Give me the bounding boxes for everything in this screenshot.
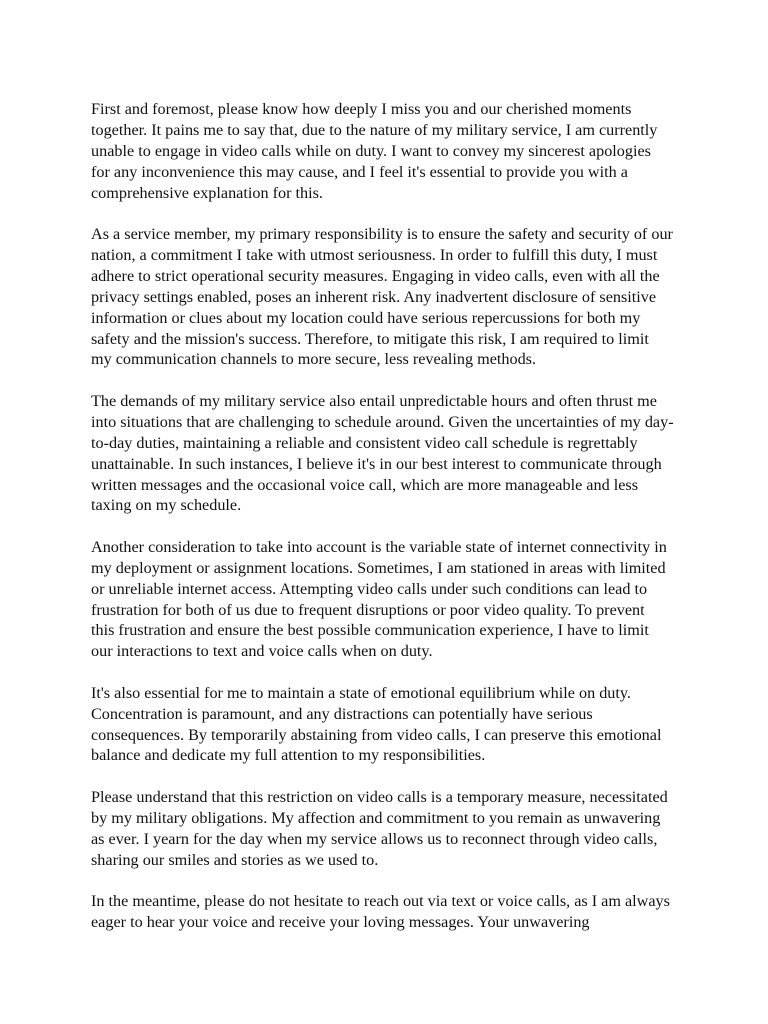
text-line: comprehensive explanation for this. bbox=[91, 183, 323, 202]
paragraph-2 bbox=[91, 224, 691, 370]
text-line: The demands of my military service also entail unpredictable hours and often thrust me bbox=[91, 391, 657, 410]
text-line: for any inconvenience this may cause, and I feel it's essential to provide you with a bbox=[91, 162, 628, 181]
paragraph-3 bbox=[91, 391, 691, 516]
text-line: privacy settings enabled, poses an inherent risk. Any inadvertent disclosure of sensitive bbox=[91, 287, 657, 306]
text-line: In the meantime, please do not hesitate to reach out via text or voice calls, as I am always bbox=[91, 892, 670, 910]
text-line: information or clues about my location could have serious repercussions for both my bbox=[91, 308, 641, 327]
text-line: adhere to strict operational security measures. Engaging in video calls, even with all the bbox=[91, 266, 660, 285]
text-line: my deployment or assignment locations. Sometimes, I am stationed in areas with limited bbox=[91, 558, 666, 577]
text-line: Another consideration to take into account is the variable state of internet connectivity in bbox=[91, 537, 667, 556]
paragraph-4 bbox=[91, 537, 691, 662]
text-line: by my military obligations. My affection and commitment to you remain as unwavering bbox=[91, 808, 661, 827]
text-line: Concentration is paramount, and any distractions can potentially have serious bbox=[91, 704, 593, 723]
text-line: consequences. By temporarily abstaining from video calls, I can preserve this emotional bbox=[91, 725, 662, 744]
text-line: First and foremost, please know how deeply I miss you and our cherished moments bbox=[91, 100, 632, 118]
text-line: my communication channels to more secure, less revealing methods. bbox=[91, 350, 537, 369]
text-line: our interactions to text and voice calls when on duty. bbox=[91, 642, 433, 661]
text-line: It's also essential for me to maintain a state of emotional equilibrium while on duty. bbox=[91, 683, 631, 702]
text-line: taxing on my schedule. bbox=[91, 496, 242, 515]
text-line: unattainable. In such instances, I believe it's in our best interest to communicate through bbox=[91, 454, 662, 473]
text-line: nation, a commitment I take with utmost seriousness. In order to fulfill this duty, I must bbox=[91, 245, 658, 264]
text-line: eager to hear your voice and receive your loving messages. Your unwavering bbox=[91, 912, 590, 931]
text-line: balance and dedicate my full attention to my responsibilities. bbox=[91, 746, 486, 765]
text-line: this frustration and ensure the best possible communication experience, I have to limit bbox=[91, 621, 649, 640]
text-line: to-day duties, maintaining a reliable and consistent video call schedule is regrettably bbox=[91, 433, 638, 452]
text-line: frustration for both of us due to frequent disruptions or poor video quality. To prevent bbox=[91, 600, 645, 619]
text-line: written messages and the occasional voice call, which are more manageable and less bbox=[91, 475, 639, 494]
paragraph-5 bbox=[91, 683, 691, 767]
document-body bbox=[91, 99, 691, 953]
text-line: safety and the mission's success. Therefore, to mitigate this risk, I am required to limit bbox=[91, 329, 649, 348]
text-line: unable to engage in video calls while on duty. I want to convey my sincerest apologies bbox=[91, 141, 651, 160]
paragraph-6 bbox=[91, 787, 691, 871]
text-line: sharing our smiles and stories as we used to. bbox=[91, 850, 379, 869]
text-line: into situations that are challenging to schedule around. Given the uncertainties of my day- bbox=[91, 412, 674, 431]
text-line: Please understand that this restriction on video calls is a temporary measure, necessitated bbox=[91, 787, 668, 806]
paragraph-7 bbox=[91, 891, 691, 933]
text-line: as ever. I yearn for the day when my service allows us to reconnect through video calls, bbox=[91, 829, 658, 848]
text-line: together. It pains me to say that, due to the nature of my military service, I am currently bbox=[91, 120, 658, 139]
text-line: As a service member, my primary responsibility is to ensure the safety and security of our bbox=[91, 225, 673, 244]
paragraph-1 bbox=[91, 99, 691, 204]
text-line: or unreliable internet access. Attempting video calls under such conditions can lead to bbox=[91, 579, 648, 598]
